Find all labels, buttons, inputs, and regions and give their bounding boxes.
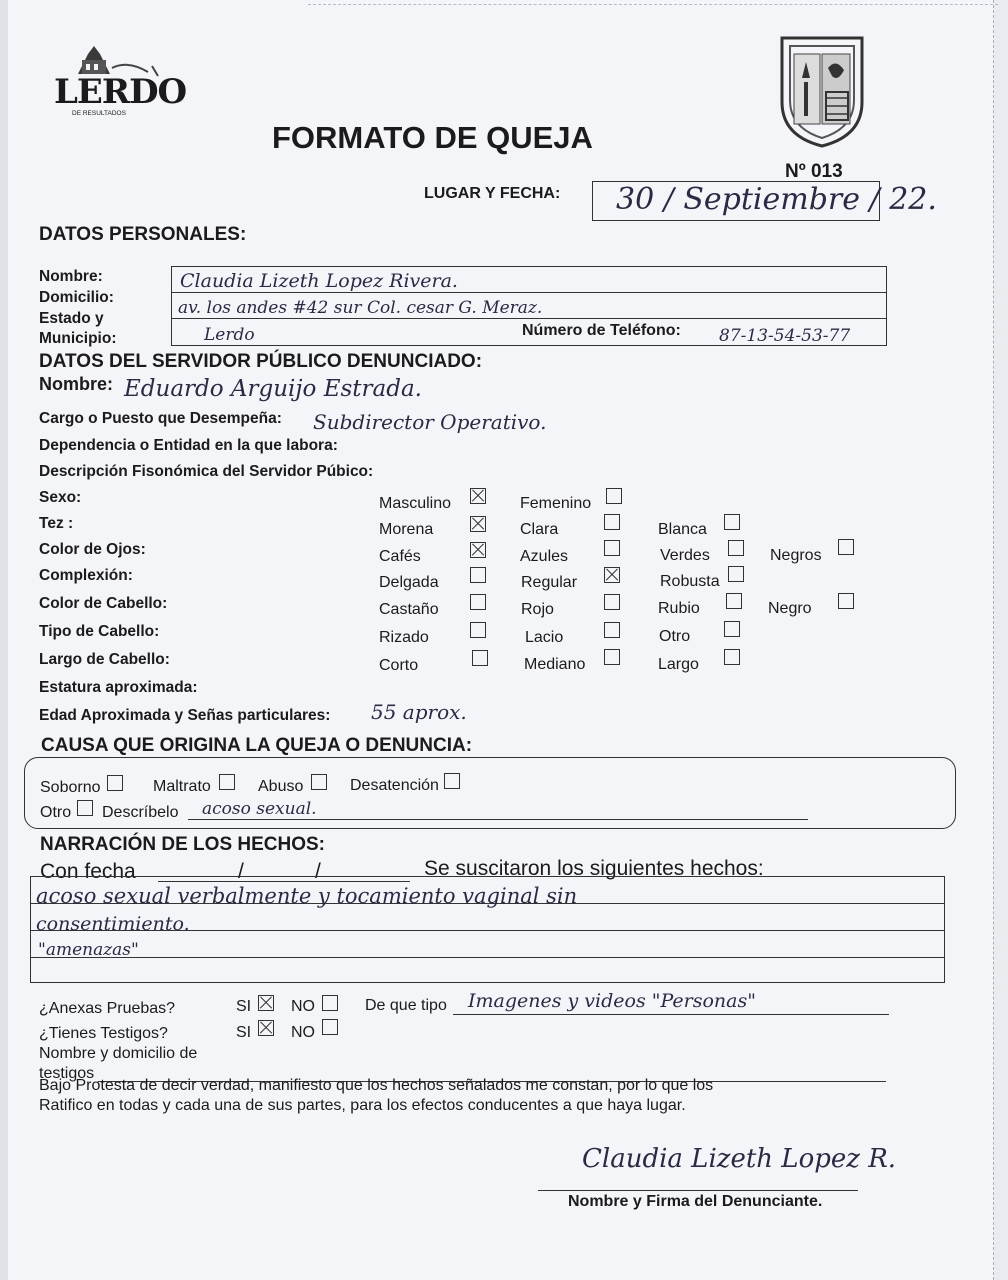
narrative-date-label: Con fecha bbox=[40, 860, 136, 883]
state-label: Estado y bbox=[39, 310, 104, 327]
evidence-label: ¿Anexas Pruebas? bbox=[39, 1000, 176, 1017]
divider bbox=[30, 957, 944, 958]
checkbox-rizado[interactable] bbox=[470, 622, 486, 638]
sex-label: Sexo: bbox=[39, 489, 82, 506]
witnesses-label: ¿Tienes Testigos? bbox=[39, 1025, 168, 1042]
hair-color-label: Color de Cabello: bbox=[39, 595, 168, 612]
cause-abuso: Abuso bbox=[258, 778, 304, 795]
checkbox-clara[interactable] bbox=[604, 514, 620, 530]
skin-label: Tez : bbox=[39, 515, 74, 532]
checkbox-witnesses-yes[interactable] bbox=[258, 1020, 274, 1036]
declaration-line-2: Ratifico en todas y cada una de sus partes, para los efectos conducentes a que haya lugar. bbox=[39, 1097, 686, 1114]
municipality-label: Municipio: bbox=[39, 330, 117, 347]
date-slash: / bbox=[238, 860, 244, 883]
checkbox-rojo[interactable] bbox=[604, 594, 620, 610]
cause-describe-value: acoso sexual. bbox=[202, 799, 317, 819]
option-negro: Negro bbox=[768, 600, 812, 617]
cause-soborno: Soborno bbox=[40, 779, 101, 796]
complainant-signature: Claudia Lizeth Lopez R. bbox=[582, 1144, 897, 1174]
option-negros: Negros bbox=[770, 547, 822, 564]
evidence-yes-label: SI bbox=[236, 998, 252, 1015]
narrative-heading: NARRACIÓN DE LOS HECHOS: bbox=[40, 834, 326, 855]
option-delgada: Delgada bbox=[379, 574, 439, 591]
narrative-facts-label: Se suscitaron los siguientes hechos: bbox=[424, 857, 764, 880]
checkbox-azules[interactable] bbox=[604, 540, 620, 556]
cause-desatencion: Desatención bbox=[350, 777, 439, 794]
phone-label: Número de Teléfono: bbox=[522, 322, 681, 339]
personal-data-heading: DATOS PERSONALES: bbox=[39, 224, 247, 245]
place-date-label: LUGAR Y FECHA: bbox=[424, 185, 561, 202]
age-marks-label: Edad Aproximada y Señas particulares: bbox=[39, 707, 331, 724]
checkbox-robusta[interactable] bbox=[728, 566, 744, 582]
option-regular: Regular bbox=[521, 574, 578, 591]
evidence-type-value: Imagenes y videos "Personas" bbox=[468, 990, 756, 1012]
checkbox-cafes[interactable] bbox=[470, 542, 486, 558]
checkbox-lacio[interactable] bbox=[604, 622, 620, 638]
option-verdes: Verdes bbox=[660, 547, 710, 564]
address-value: av. los andes #42 sur Col. cesar G. Meraz. bbox=[178, 298, 543, 318]
option-morena: Morena bbox=[379, 521, 434, 538]
checkbox-desatencion[interactable] bbox=[444, 773, 460, 789]
checkbox-cause-otro[interactable] bbox=[77, 800, 93, 816]
checkbox-negros[interactable] bbox=[838, 539, 854, 555]
divider bbox=[171, 318, 887, 319]
cause-heading: CAUSA QUE ORIGINA LA QUEJA O DENUNCIA: bbox=[41, 735, 473, 756]
right-dashed-border bbox=[993, 0, 994, 1280]
checkbox-witnesses-no[interactable] bbox=[322, 1019, 338, 1035]
position-label: Cargo o Puesto que Desempeña: bbox=[39, 410, 282, 427]
place-date-value: 30 / Septiembre / 22. bbox=[616, 182, 937, 217]
option-rizado: Rizado bbox=[379, 629, 429, 646]
signature-caption: Nombre y Firma del Denunciante. bbox=[568, 1193, 823, 1210]
narrative-line-3: "amenazas" bbox=[38, 940, 139, 960]
top-dashed-border bbox=[308, 4, 998, 5]
checkbox-maltrato[interactable] bbox=[219, 774, 235, 790]
name-label: Nombre: bbox=[39, 268, 103, 285]
option-cafes: Cafés bbox=[379, 548, 421, 565]
hair-type-label: Tipo de Cabello: bbox=[39, 623, 160, 640]
checkbox-verdes[interactable] bbox=[728, 540, 744, 556]
checkbox-otro[interactable] bbox=[724, 621, 740, 637]
agency-label: Dependencia o Entidad en la que labora: bbox=[39, 437, 338, 454]
logo-tagline: DE RESULTADOS bbox=[72, 110, 126, 117]
complaint-form-page bbox=[8, 0, 994, 1280]
option-lacio: Lacio bbox=[525, 629, 564, 646]
checkbox-rubio[interactable] bbox=[726, 593, 742, 609]
cause-describe-line bbox=[188, 819, 808, 820]
option-corto: Corto bbox=[379, 657, 419, 674]
witnesses-yes-label: SI bbox=[236, 1024, 252, 1041]
option-castano: Castaño bbox=[379, 601, 439, 618]
signature-line bbox=[538, 1190, 858, 1191]
form-title: FORMATO DE QUEJA bbox=[272, 120, 593, 155]
phone-value: 87-13-54-53-77 bbox=[719, 326, 851, 346]
option-rubio: Rubio bbox=[658, 600, 700, 617]
servant-name-label: Nombre: bbox=[39, 374, 114, 394]
servant-name-value: Eduardo Arguijo Estrada. bbox=[124, 376, 422, 402]
declaration-line-1: Bajo Protesta de decir verdad, manifiesto que los hechos señalados me constan, por lo que los bbox=[39, 1077, 714, 1094]
checkbox-mediano[interactable] bbox=[604, 649, 620, 665]
option-azules: Azules bbox=[520, 548, 569, 565]
address-label: Domicilio: bbox=[39, 289, 114, 306]
option-femenino: Femenino bbox=[520, 495, 592, 512]
age-marks-value: 55 aprox. bbox=[371, 700, 467, 724]
checkbox-masculino[interactable] bbox=[470, 488, 486, 504]
checkbox-femenino[interactable] bbox=[606, 488, 622, 504]
option-robusta: Robusta bbox=[660, 573, 720, 590]
date-slash: / bbox=[315, 860, 321, 883]
logo-brand-text: LERDO bbox=[54, 72, 187, 112]
checkbox-evidence-yes[interactable] bbox=[258, 995, 274, 1011]
checkbox-negro[interactable] bbox=[838, 593, 854, 609]
name-value: Claudia Lizeth Lopez Rivera. bbox=[180, 270, 458, 292]
checkbox-corto[interactable] bbox=[472, 650, 488, 666]
option-clara: Clara bbox=[520, 521, 559, 538]
municipality-value: Lerdo bbox=[204, 325, 255, 345]
public-servant-heading: DATOS DEL SERVIDOR PÚBLICO DENUNCIADO: bbox=[39, 351, 483, 372]
witness-name-label-2: testigos bbox=[39, 1065, 95, 1082]
evidence-type-line bbox=[453, 1014, 889, 1015]
option-mediano: Mediano bbox=[524, 656, 586, 673]
checkbox-castano[interactable] bbox=[470, 594, 486, 610]
cause-describe-label: Descríbelo bbox=[102, 804, 179, 821]
checkbox-soborno[interactable] bbox=[107, 775, 123, 791]
evidence-type-label: De que tipo bbox=[365, 997, 447, 1014]
checkbox-evidence-no[interactable] bbox=[322, 995, 338, 1011]
hair-length-label: Largo de Cabello: bbox=[39, 651, 170, 668]
eye-color-label: Color de Ojos: bbox=[39, 541, 146, 558]
option-rojo: Rojo bbox=[521, 601, 554, 618]
height-label: Estatura aproximada: bbox=[39, 679, 198, 696]
checkbox-morena[interactable] bbox=[470, 516, 486, 532]
witness-name-label: Nombre y domicilio de bbox=[39, 1045, 198, 1062]
evidence-no-label: NO bbox=[291, 998, 315, 1015]
option-otro: Otro bbox=[659, 628, 691, 645]
municipal-seal-icon bbox=[776, 32, 868, 150]
narrative-line-2: consentimiento. bbox=[36, 913, 190, 935]
cause-otro: Otro bbox=[40, 804, 72, 821]
checkbox-blanca[interactable] bbox=[724, 514, 740, 530]
divider bbox=[171, 292, 887, 293]
checkbox-regular[interactable] bbox=[604, 567, 620, 583]
description-label: Descripción Fisonómica del Servidor Púbico: bbox=[39, 463, 374, 480]
form-number: Nº 013 bbox=[785, 161, 843, 182]
scan-left-edge bbox=[0, 0, 8, 1280]
narrative-line-1: acoso sexual verbalmente y tocamiento vaginal sin bbox=[36, 884, 578, 908]
cause-maltrato: Maltrato bbox=[153, 778, 211, 795]
option-masculino: Masculino bbox=[379, 495, 452, 512]
checkbox-largo[interactable] bbox=[724, 649, 740, 665]
build-label: Complexión: bbox=[39, 567, 133, 584]
checkbox-abuso[interactable] bbox=[311, 774, 327, 790]
checkbox-delgada[interactable] bbox=[470, 567, 486, 583]
option-blanca: Blanca bbox=[658, 521, 707, 538]
position-value: Subdirector Operativo. bbox=[313, 410, 547, 434]
option-largo: Largo bbox=[658, 656, 699, 673]
witnesses-no-label: NO bbox=[291, 1024, 315, 1041]
